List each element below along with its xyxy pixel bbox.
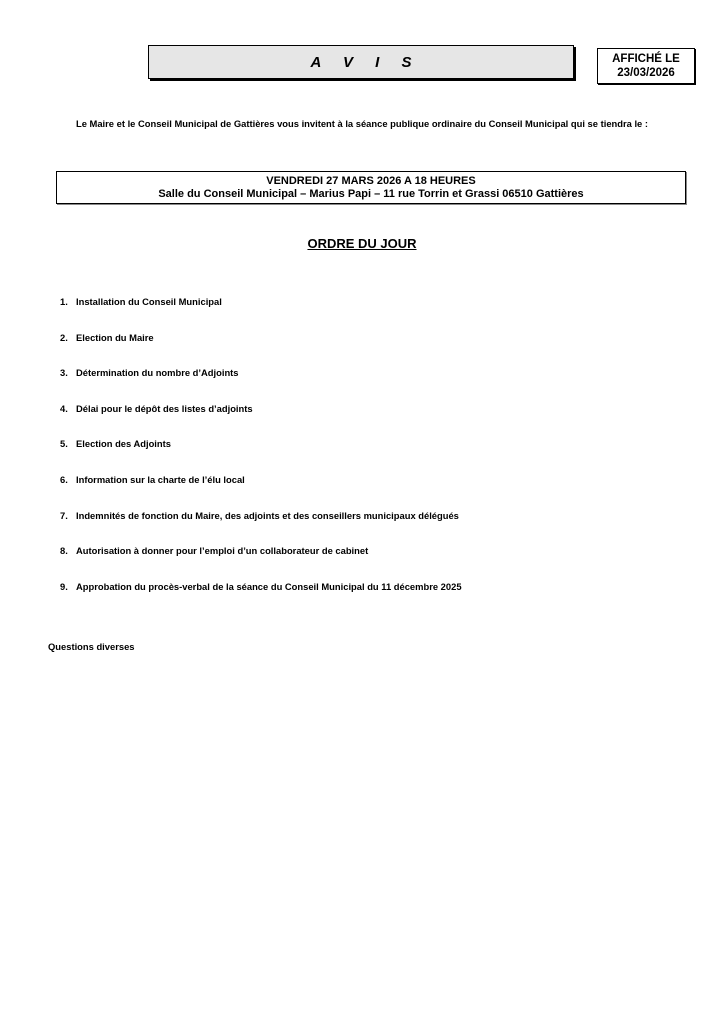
agenda-item-number: 8. xyxy=(60,545,68,557)
meeting-info-box xyxy=(56,171,686,204)
agenda-item-text: Autorisation à donner pour l’emploi d’un collaborateur de cabinet xyxy=(76,545,369,557)
posted-label: AFFICHÉ LE xyxy=(612,53,680,65)
agenda-list xyxy=(60,296,462,616)
agenda-item xyxy=(60,545,462,581)
agenda-item-text: Approbation du procès-verbal de la séance du Conseil Municipal du 11 décembre 2025 xyxy=(76,580,462,592)
agenda-item xyxy=(60,296,462,332)
agenda-item-number: 1. xyxy=(60,296,68,307)
posted-date-box xyxy=(597,48,695,84)
notice-title: A V I S xyxy=(310,53,421,71)
agenda-item-text: Détermination du nombre d’Adjoints xyxy=(76,367,239,379)
agenda-item-number: 5. xyxy=(60,438,68,450)
agenda-item xyxy=(60,438,462,474)
agenda-item-number: 2. xyxy=(60,331,68,343)
agenda-item-number: 4. xyxy=(60,402,68,414)
notice-title-box xyxy=(148,45,574,79)
misc-questions: Questions diverses xyxy=(48,641,135,652)
agenda-item-number: 9. xyxy=(60,580,68,592)
meeting-datetime: VENDREDI 27 MARS 2026 A 18 HEURES xyxy=(266,174,476,187)
agenda-item-number: 7. xyxy=(60,509,68,521)
agenda-item xyxy=(60,367,462,403)
intro-text: Le Maire et le Conseil Municipal de Gattières vous invitent à la séance publique ordinaire du Conseil Municipal qui se tiendra le : xyxy=(75,118,648,129)
agenda-item-text: Election des Adjoints xyxy=(76,438,171,450)
agenda-item xyxy=(60,581,462,617)
meeting-location: Salle du Conseil Municipal – Marius Papi – 11 rue Torrin et Grassi 06510 Gattières xyxy=(158,187,584,200)
agenda-item-number: 6. xyxy=(60,473,68,485)
agenda-item xyxy=(60,332,462,368)
agenda-item xyxy=(60,474,462,510)
agenda-title: ORDRE DU JOUR xyxy=(307,236,417,251)
agenda-item xyxy=(60,403,462,439)
agenda-item-text: Information sur la charte de l’élu local xyxy=(76,473,245,485)
agenda-item-text: Indemnités de fonction du Maire, des adjoints et des conseillers municipaux délégués xyxy=(76,509,459,521)
agenda-item-number: 3. xyxy=(60,367,68,379)
agenda-item-text: Délai pour le dépôt des listes d’adjoints xyxy=(76,402,253,414)
agenda-item-text: Installation du Conseil Municipal xyxy=(76,296,222,307)
posted-date: 23/03/2026 xyxy=(617,67,675,79)
agenda-item xyxy=(60,510,462,546)
agenda-item-text: Election du Maire xyxy=(76,331,154,343)
